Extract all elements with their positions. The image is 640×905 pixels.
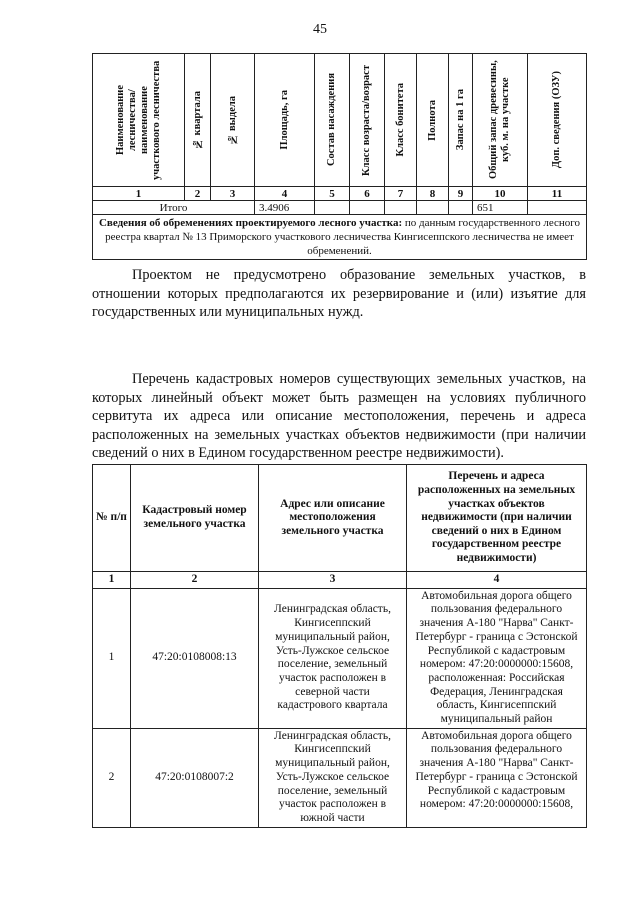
empty-cell xyxy=(528,201,587,215)
empty-cell xyxy=(350,201,385,215)
table1-header-cell: Наименование лесничества/ наименование участкового лесничества xyxy=(93,54,185,187)
table2-header-row xyxy=(93,465,587,572)
table2-index-cell: 1 xyxy=(93,572,131,589)
table2-index-row xyxy=(93,572,587,589)
empty-cell xyxy=(385,201,417,215)
table2-header-cell: № п/п xyxy=(93,465,131,572)
table2-header-cell: Перечень и адреса расположенных на земельных участках объектов недвижимости (при наличии сведений о них в Едином государственном реестре недвижимости) xyxy=(407,465,587,572)
table1-index-cell: 10 xyxy=(473,187,528,201)
table2-index-cell: 3 xyxy=(259,572,407,589)
total-label: Итого xyxy=(93,201,255,215)
encumbrance-text: по данным государственного лесного реестра квартал № 13 Приморского участкового лесничества Кингисеппского лесничества не имеет обременений. xyxy=(105,217,580,257)
table1-header-row xyxy=(93,54,587,187)
table2-header-cell: Адрес или описание местоположения земельного участка xyxy=(259,465,407,572)
table1-index-cell: 4 xyxy=(255,187,315,201)
table1-header-cell: № квартала xyxy=(185,54,211,187)
table1-index-cell: 5 xyxy=(315,187,350,201)
real-estate-objects: Автомобильная дорога общего пользования федерального значения А-180 "Нарва" Санкт-Петербург - граница с Эстонской Республикой с кадастровым номером: 47:20:0000000:15608, xyxy=(407,728,587,827)
table1-index-cell: 3 xyxy=(211,187,255,201)
table1-index-cell: 11 xyxy=(528,187,587,201)
paragraph-cadastral-list xyxy=(92,370,586,463)
table1-index-row xyxy=(93,187,587,201)
empty-cell xyxy=(315,201,350,215)
table1-header-cell: Запас на 1 га xyxy=(449,54,473,187)
table1-header-cell: Полнота xyxy=(417,54,449,187)
page-number: 45 xyxy=(313,22,327,37)
table2-index-cell: 2 xyxy=(131,572,259,589)
table1-index-cell: 7 xyxy=(385,187,417,201)
encumbrance-note xyxy=(93,215,587,260)
total-volume: 651 xyxy=(473,201,528,215)
cadastral-table xyxy=(92,464,587,828)
row-number: 2 xyxy=(93,728,131,827)
table1-header-cell: Класс возраста/возраст xyxy=(350,54,385,187)
paragraph-cadastral-list-text: Перечень кадастровых номеров существующих земельных участков, на которых линейный объект может быть размещен на условиях публичного сервитута их адреса или описание местоположения, перечень и адреса расположенных на земельных участках объектов недвижимости (при наличии сведений о них в Едином государственном реестре недвижимости). xyxy=(92,371,586,462)
total-area: 3.4906 xyxy=(255,201,315,215)
real-estate-objects: Автомобильная дорога общего пользования федерального значения А-180 "Нарва" Санкт-Петербург - граница с Эстонской Республикой с кадастровым номером: 47:20:0000000:15608, расположенная: Российская Федерация, Ленинградская область, Кингисеппский муниципальный район xyxy=(407,588,587,728)
table2-header-cell: Кадастровый номер земельного участка xyxy=(131,465,259,572)
table1-header-cell: Площадь, га xyxy=(255,54,315,187)
table1-index-cell: 2 xyxy=(185,187,211,201)
cadastral-number: 47:20:0108007:2 xyxy=(131,728,259,827)
table1-index-cell: 8 xyxy=(417,187,449,201)
table1-encumbrance-row xyxy=(93,215,587,260)
table1-index-cell: 1 xyxy=(93,187,185,201)
plot-address: Ленинградская область, Кингисеппский муниципальный район, Усть-Лужское сельское поселение, земельный участок расположен в южной части xyxy=(259,728,407,827)
table1-index-cell: 9 xyxy=(449,187,473,201)
empty-cell xyxy=(449,201,473,215)
table-row xyxy=(93,728,587,827)
table1-total-row xyxy=(93,201,587,215)
table1-header-cell: Состав насаждения xyxy=(315,54,350,187)
table1-index-cell: 6 xyxy=(350,187,385,201)
table2-index-cell: 4 xyxy=(407,572,587,589)
plot-address: Ленинградская область, Кингисеппский муниципальный район, Усть-Лужское сельское поселение, земельный участок расположен в северной части кадастрового квартала xyxy=(259,588,407,728)
table1-header-cell: № выдела xyxy=(211,54,255,187)
row-number: 1 xyxy=(93,588,131,728)
table1-header-cell: Класс бонитета xyxy=(385,54,417,187)
table1-header-cell: Общий запас древесины, куб. м. на участке xyxy=(473,54,528,187)
cadastral-number: 47:20:0108008:13 xyxy=(131,588,259,728)
empty-cell xyxy=(417,201,449,215)
paragraph-no-reservation-text: Проектом не предусмотрено образование земельных участков, в отношении которых предполагаются их резервирование и (или) изъятие для государственных или муниципальных нужд. xyxy=(92,267,586,321)
table1-header-cell: Доп. сведения (ОЗУ) xyxy=(528,54,587,187)
encumbrance-heading: Сведения об обременениях проектируемого лесного участка: xyxy=(98,217,403,229)
paragraph-no-reservation xyxy=(92,266,586,322)
table-row xyxy=(93,588,587,728)
forest-plot-table xyxy=(92,53,587,260)
